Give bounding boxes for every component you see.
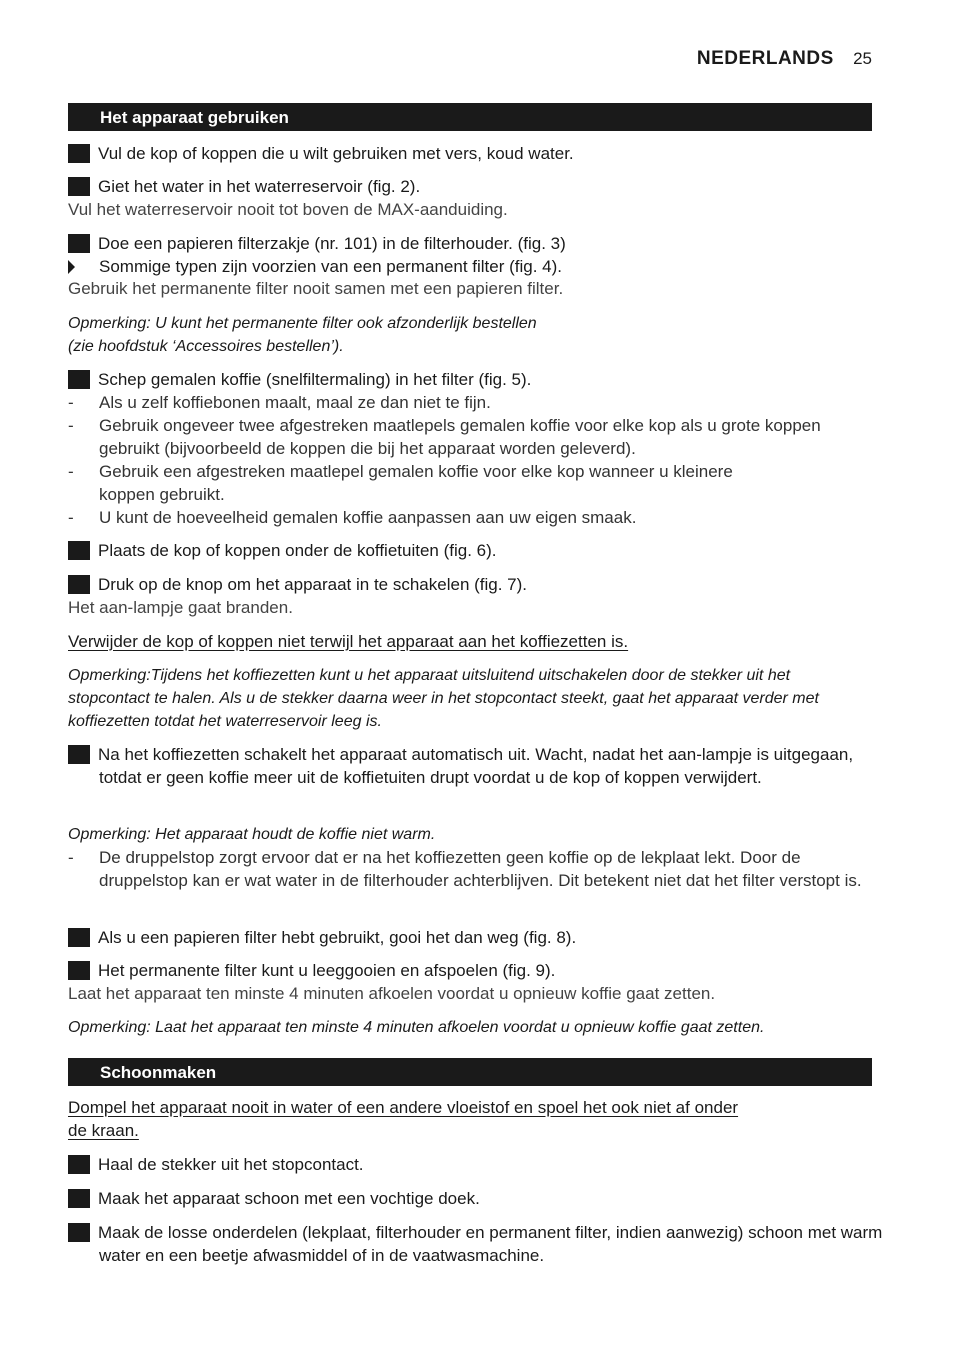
note-line: (zie hoofdstuk ‘Accessoires bestellen’). (68, 338, 344, 355)
note-text: Opmerking: Laat het apparaat ten minste 4 minuten afkoelen voordat u opnieuw koffie gaat zetten. (68, 1019, 765, 1036)
step-number: 2 (68, 177, 90, 196)
step-number: 2 (68, 1189, 90, 1208)
step-3 (59, 232, 905, 255)
step-8 (59, 926, 905, 949)
step-7 (59, 743, 859, 789)
step-4 (59, 368, 905, 391)
step-1 (59, 142, 905, 165)
step-2-subtext: Vul het waterreservoir nooit tot boven de MAX-aanduiding. (68, 200, 508, 219)
step-text: Haal de stekker uit het stopcontact. (98, 1155, 364, 1174)
step-4-dash-list (68, 391, 828, 529)
step-text: Doe een papieren filterzakje (nr. 101) in de filterhouder. (fig. 3) (98, 234, 566, 253)
note-dash-list (68, 846, 874, 892)
cleaning-step-3 (59, 1221, 905, 1267)
page-header (697, 48, 872, 70)
step-text: Na het koffiezetten schakelt het apparaat automatisch uit. Wacht, nadat het aan-lampje is uitgegaan, totdat er geen koffie meer uit de koffietuiten drupt voordat u de kop of koppen verwijdert. (98, 745, 854, 787)
step-text: Giet het water in het waterreservoir (fig. 2). (98, 177, 421, 196)
step-text: Vul de kop of koppen die u wilt gebruiken met vers, koud water. (98, 144, 574, 163)
step-number: 6 (68, 575, 90, 594)
dash-item: - Als u zelf koffiebonen maalt, maal ze dan niet te fijn. (68, 391, 828, 414)
step-number: 5 (68, 541, 90, 560)
section-title: Schoonmaken (100, 1063, 217, 1082)
step-text: Maak de losse onderdelen (lekplaat, filterhouder en permanent filter, indien aanwezig) schoon met warm water en een beetje afwasmiddel of in de vaatwasmachine. (98, 1223, 883, 1265)
step-6-subtext: Het aan-lampje gaat branden. (68, 598, 293, 617)
cleaning-step-2 (59, 1187, 905, 1210)
step-number: 1 (68, 144, 90, 163)
dash-item: - U kunt de hoeveelheid gemalen koffie aanpassen aan uw eigen smaak. (68, 506, 828, 529)
note-text: Opmerking:Tijdens het koffiezetten kunt u het apparaat uitsluitend uitschakelen door de stekker uit het stopcontact te halen. Als u de stekker daarna weer in het stopcontact steekt, gaat het apparaat verder met koffiezetten totdat het waterreservoir leeg is. (68, 667, 819, 730)
bullet-text: Sommige typen zijn voorzien van een permanent filter (fig. 4). (99, 257, 563, 276)
dash-item: - Gebruik ongeveer twee afgestreken maatlepels gemalen koffie voor elke kop als u grote koppen gebruikt (bijvoorbeeld de koppen die bij het apparaat worden geleverd). (68, 414, 828, 460)
step-number: 3 (68, 234, 90, 253)
step-text: Druk op de knop om het apparaat in te schakelen (fig. 7). (98, 575, 528, 594)
section-heading-cleaning (68, 1058, 872, 1086)
cleaning-step-1 (59, 1153, 905, 1176)
note-text: Opmerking: Het apparaat houdt de koffie niet warm. (68, 826, 436, 843)
step-3-subtext: Gebruik het permanente filter nooit samen met een papieren filter. (68, 279, 564, 298)
warning-text (68, 630, 874, 653)
step-2 (59, 175, 905, 198)
step-number: 3 (68, 1223, 90, 1242)
step-number: 4 (68, 370, 90, 389)
warning-underlined: Verwijder de kop of koppen niet terwijl het apparaat aan het koffiezetten is. (68, 632, 629, 651)
page-number: 25 (853, 49, 872, 68)
dash-item: - De druppelstop zorgt ervoor dat er na het koffiezetten geen koffie op de lekplaat lekt. Door de druppelstop kan er wat water in de filterhouder achterblijven. Dit betekent niet dat het filter verstopt is. (68, 846, 874, 892)
warning-text (68, 1096, 874, 1142)
note-line: Opmerking: U kunt het permanente filter ook afzonderlijk bestellen (68, 315, 537, 332)
dash-item: - Gebruik een afgestreken maatlepel gemalen koffie voor elke kop wanneer u kleinere koppen gebruikt. (68, 460, 828, 506)
step-text: Als u een papieren filter hebt gebruikt, gooi het dan weg (fig. 8). (98, 928, 577, 947)
triangle-bullet-icon (68, 260, 75, 274)
warning-underlined: de kraan. (68, 1121, 139, 1140)
step-text: Het permanente filter kunt u leeggooien en afspoelen (fig. 9). (98, 961, 556, 980)
section-title: Het apparaat gebruiken (100, 108, 289, 127)
step-number: 1 (68, 1155, 90, 1174)
step-text: Plaats de kop of koppen onder de koffietuiten (fig. 6). (98, 541, 497, 560)
section-heading-using (68, 103, 872, 131)
step-9-subtext: Laat het apparaat ten minste 4 minuten afkoelen voordat u opnieuw koffie gaat zetten. (68, 984, 716, 1003)
step-5 (59, 539, 905, 562)
step-9 (59, 959, 905, 982)
step-number: 8 (68, 928, 90, 947)
step-number: 7 (68, 745, 90, 764)
warning-underlined: Dompel het apparaat nooit in water of een andere vloeistof en spoel het ook niet af onder (68, 1098, 739, 1117)
language-label: NEDERLANDS (696, 48, 834, 69)
step-text: Schep gemalen koffie (snelfiltermaling) in het filter (fig. 5). (98, 370, 532, 389)
step-6 (59, 573, 905, 596)
step-number: 9 (68, 961, 90, 980)
step-3-bullet (68, 255, 905, 278)
step-text: Maak het apparaat schoon met een vochtige doek. (98, 1189, 480, 1208)
